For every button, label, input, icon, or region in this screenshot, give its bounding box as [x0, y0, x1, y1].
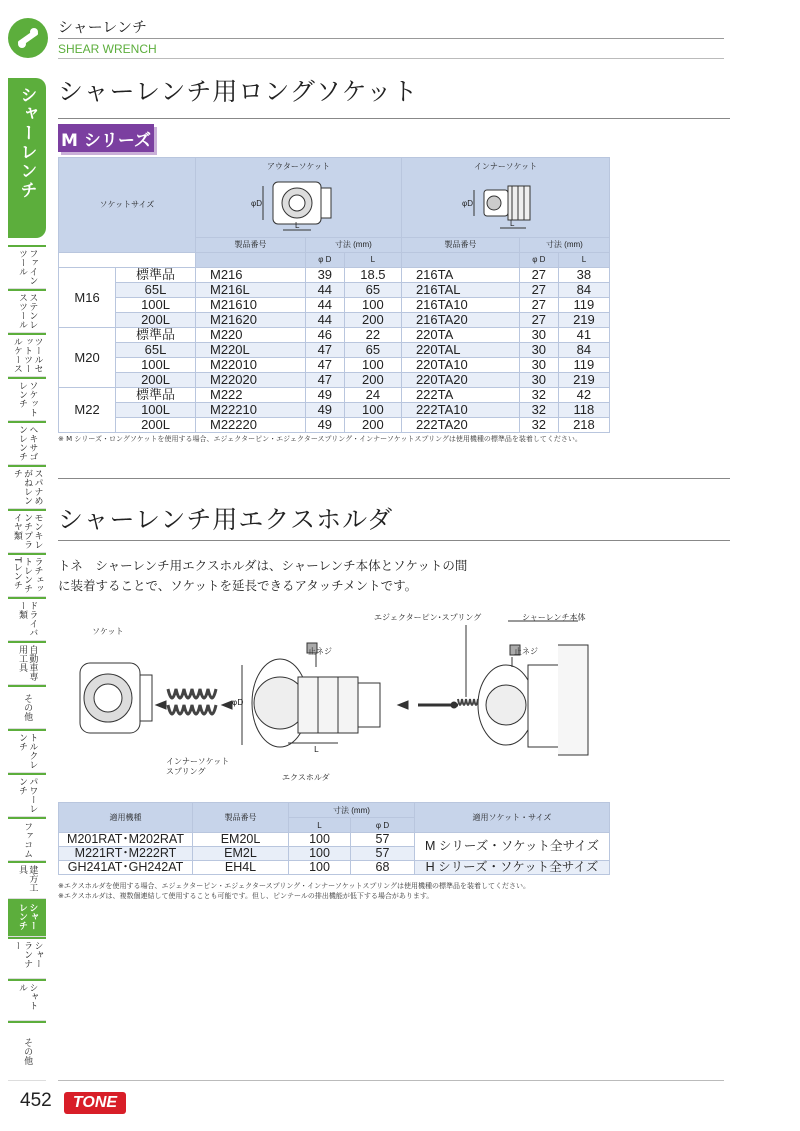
table-cell: 200 [344, 313, 401, 328]
table-cell: 100 [289, 833, 351, 847]
table-cell: M22220 [195, 418, 305, 433]
header-title: シャーレンチ [58, 18, 148, 36]
sidebar-item[interactable]: シャトル [8, 979, 46, 1021]
table-cell: 49 [305, 388, 344, 403]
table-cell: 30 [519, 373, 558, 388]
sidebar-item[interactable]: ドライバー類 [8, 597, 46, 641]
table-cell: 119 [558, 298, 609, 313]
header-divider [58, 38, 724, 39]
table-cell: 216TA [401, 268, 519, 283]
table-cell: 32 [519, 418, 558, 433]
label-exholder: エクスホルダ [282, 773, 330, 782]
section2-title: シャーレンチ用エクスホルダ [58, 505, 394, 534]
brand-logo: TONE [64, 1092, 126, 1114]
table-cell: 標準品 [116, 268, 196, 283]
section1-note: ※ M シリーズ・ロングソケットを使用する場合、エジェクターピン・エジェクタースプリング・インナーソケットスプリングは使用機種の標準品を装着してください。 [58, 435, 582, 443]
table-row [59, 861, 610, 875]
table-cell: 100 [344, 358, 401, 373]
header-subtitle: SHEAR WRENCH [58, 42, 157, 56]
table-cell: 65L [116, 283, 196, 298]
header-inner-model: 製品番号 [401, 238, 519, 253]
table-cell: M216L [195, 283, 305, 298]
table-cell: 24 [344, 388, 401, 403]
long-socket-table [58, 157, 610, 433]
label-ejector: エジェクターピン･スプリング [374, 613, 482, 622]
table-cell: 222TA [401, 388, 519, 403]
table-cell: 220TAL [401, 343, 519, 358]
table-cell: 220TA20 [401, 373, 519, 388]
table-cell: 32 [519, 403, 558, 418]
table-cell: 49 [305, 418, 344, 433]
table-row [59, 833, 610, 847]
table-cell: 100L [116, 298, 196, 313]
table-cell: M22010 [195, 358, 305, 373]
table-cell: 216TA20 [401, 313, 519, 328]
outer-socket-diagram [243, 176, 353, 236]
sidebar-item[interactable]: ヘキサゴンレンチ [8, 421, 46, 465]
table-row [59, 268, 610, 283]
table-row [59, 313, 610, 328]
table-row [59, 298, 610, 313]
table-cell: 30 [519, 358, 558, 373]
sidebar-item[interactable]: 建方工具 [8, 861, 46, 899]
header-outer-phid: φ D [305, 253, 344, 268]
table-cell: 57 [351, 833, 415, 847]
sidebar-item[interactable]: スパナめがねレンチ [8, 465, 46, 509]
table-cell: 220TA10 [401, 358, 519, 373]
table-cell: 42 [558, 388, 609, 403]
table-cell: M220 [195, 328, 305, 343]
label-inner-socket: インナーソケット [166, 757, 230, 766]
table-cell: 200L [116, 373, 196, 388]
table-row [59, 403, 610, 418]
header-L: L [289, 818, 351, 833]
table-cell: 27 [519, 268, 558, 283]
header-machine: 適用機種 [59, 803, 193, 833]
header-inner-dim: 寸法 (mm) [519, 238, 609, 253]
table-cell: GH241AT･GH242AT [59, 861, 193, 875]
table-cell: 200L [116, 418, 196, 433]
sidebar-item[interactable]: ソケットレンチ [8, 377, 46, 421]
table-cell: 100L [116, 403, 196, 418]
label-screw-2: 止ネジ [514, 647, 538, 656]
svg-text:φD: φD [251, 199, 263, 208]
table-cell: 44 [305, 283, 344, 298]
table-cell: M220L [195, 343, 305, 358]
table-cell: M22020 [195, 373, 305, 388]
table-cell: 32 [519, 388, 558, 403]
header-dim: 寸法 (mm) [289, 803, 415, 818]
inner-socket-label: インナーソケット [473, 162, 538, 171]
table-cell: 68 [351, 861, 415, 875]
page-number: 452 [20, 1090, 52, 1111]
header-phid: φ D [351, 818, 415, 833]
header-inner-phid: φ D [519, 253, 558, 268]
table-cell: M シリーズ・ソケット全サイズ [415, 833, 610, 861]
inner-socket-header [401, 158, 609, 238]
sidebar-item[interactable]: ファインツール [8, 245, 46, 289]
inner-socket-diagram [460, 176, 550, 236]
table-cell: 44 [305, 313, 344, 328]
exholder-assembly-diagram [58, 605, 598, 790]
label-screw-1: 止ネジ [308, 647, 332, 656]
table-cell: EM20L [193, 833, 289, 847]
sidebar-item[interactable]: ステンレスツール [8, 289, 46, 333]
table-cell: 27 [519, 283, 558, 298]
table-cell: 100 [289, 847, 351, 861]
outer-socket-label: アウターソケット [266, 162, 331, 171]
sidebar-item[interactable]: シャーレンチ [8, 899, 46, 937]
group-cell: M20 [59, 328, 116, 388]
group-cell: M16 [59, 268, 116, 328]
label-body: シャーレンチ本体 [522, 613, 586, 622]
table-cell: 220TA [401, 328, 519, 343]
header-outer-model: 製品番号 [195, 238, 305, 253]
section2-description [58, 556, 478, 596]
label-L: L [314, 745, 319, 754]
table-cell: EH4L [193, 861, 289, 875]
table-cell: 標準品 [116, 388, 196, 403]
table-row [59, 358, 610, 373]
section2-rule [58, 540, 730, 541]
table-cell: 200L [116, 313, 196, 328]
table-cell: 222TA10 [401, 403, 519, 418]
table-cell: M22210 [195, 403, 305, 418]
table-cell: H シリーズ・ソケット全サイズ [415, 861, 610, 875]
section1-title: シャーレンチ用ロングソケット [58, 77, 419, 106]
table-cell: 22 [344, 328, 401, 343]
table-cell: 65 [344, 283, 401, 298]
table-cell: 46 [305, 328, 344, 343]
svg-text:L: L [510, 219, 515, 228]
table-cell: M21620 [195, 313, 305, 328]
table-cell: 47 [305, 373, 344, 388]
header-outer-L: L [344, 253, 401, 268]
sidebar-item[interactable]: モンキレンチプライヤ類 [8, 509, 46, 553]
table-cell: 119 [558, 358, 609, 373]
table-cell: 200 [344, 418, 401, 433]
table-row [59, 418, 610, 433]
section1-rule [58, 118, 730, 119]
table-cell: 18.5 [344, 268, 401, 283]
label-phid: φD [232, 698, 244, 707]
table-cell: 65 [344, 343, 401, 358]
table-cell: 216TAL [401, 283, 519, 298]
section2-note-2: ※エクスホルダは、複数個連結して使用することも可能です。但し、ピンテールの排出機能が低下する場合があります。 [58, 892, 434, 900]
table-cell: 38 [558, 268, 609, 283]
table-row [59, 373, 610, 388]
table-cell: 84 [558, 343, 609, 358]
table-cell: 84 [558, 283, 609, 298]
table-cell: 47 [305, 358, 344, 373]
table-cell: 100 [289, 861, 351, 875]
table-row [59, 283, 610, 298]
table-cell: 39 [305, 268, 344, 283]
table-cell: M221RT･M222RT [59, 847, 193, 861]
footer-rule [58, 1080, 724, 1081]
header-apply: 適用ソケット・サイズ [415, 803, 610, 833]
table-row [59, 388, 610, 403]
header-outer-dim: 寸法 (mm) [305, 238, 401, 253]
label-inner-spring: スプリング [166, 767, 206, 776]
svg-text:L: L [295, 221, 300, 230]
table-cell: 219 [558, 373, 609, 388]
description-line-2: に装着することで、ソケットを延長できるアタッチメントです。 [58, 578, 418, 593]
label-socket: ソケット [92, 627, 124, 636]
category-tab-active[interactable]: シャーレンチ [8, 78, 46, 238]
sidebar-item[interactable]: 自動車専用工具 [8, 641, 46, 685]
section2-rule-top [58, 478, 730, 479]
m-series-badge: M シリーズ [58, 124, 154, 152]
table-row [59, 343, 610, 358]
table-cell: M201RAT･M202RAT [59, 833, 193, 847]
table-cell: 216TA10 [401, 298, 519, 313]
table-cell: M21610 [195, 298, 305, 313]
sidebar-item[interactable]: パワーレンチ [8, 773, 46, 817]
wrench-logo-icon [8, 18, 48, 58]
table-cell: 222TA20 [401, 418, 519, 433]
table-cell: 100 [344, 403, 401, 418]
table-cell: 47 [305, 343, 344, 358]
table-cell: 100 [344, 298, 401, 313]
sidebar-item[interactable]: シャーランナー [8, 937, 46, 979]
table-cell: 標準品 [116, 328, 196, 343]
sidebar-item[interactable]: ラチェットレンチTレンチ [8, 553, 46, 597]
outer-socket-header [195, 158, 401, 238]
sidebar-item[interactable]: ファコム [8, 817, 46, 861]
svg-text:φD: φD [462, 199, 474, 208]
header-socket-size: ソケットサイズ [59, 158, 196, 253]
exholder-table [58, 802, 610, 875]
table-cell: 65L [116, 343, 196, 358]
table-cell: 57 [351, 847, 415, 861]
table-cell: 218 [558, 418, 609, 433]
sidebar-item[interactable]: ツールセットツールケース [8, 333, 46, 377]
table-row [59, 328, 610, 343]
table-cell: 30 [519, 343, 558, 358]
table-cell: 200 [344, 373, 401, 388]
table-cell: 30 [519, 328, 558, 343]
table-cell: 219 [558, 313, 609, 328]
header-model: 製品番号 [193, 803, 289, 833]
table-cell: 118 [558, 403, 609, 418]
table-cell: 44 [305, 298, 344, 313]
description-line-1: トネ シャーレンチ用エクスホルダは、シャーレンチ本体とソケットの間 [58, 558, 468, 573]
table-cell: 41 [558, 328, 609, 343]
table-cell: M216 [195, 268, 305, 283]
section2-note-1: ※エクスホルダを使用する場合、エジェクターピン・エジェクタースプリング・インナーソケットスプリングは使用機種の標準品を装着してください。 [58, 882, 530, 890]
sidebar-item[interactable]: その他 [8, 685, 46, 729]
table-cell: M222 [195, 388, 305, 403]
header-inner-L: L [558, 253, 609, 268]
table-cell: 27 [519, 298, 558, 313]
sidebar-item[interactable]: その他 [8, 1021, 46, 1081]
category-sidebar [8, 245, 46, 1081]
table-cell: EM2L [193, 847, 289, 861]
sidebar-item[interactable]: トルクレンチ [8, 729, 46, 773]
table-cell: 49 [305, 403, 344, 418]
table-cell: 100L [116, 358, 196, 373]
table-cell: 27 [519, 313, 558, 328]
header-divider-2 [58, 58, 724, 59]
group-cell: M22 [59, 388, 116, 433]
